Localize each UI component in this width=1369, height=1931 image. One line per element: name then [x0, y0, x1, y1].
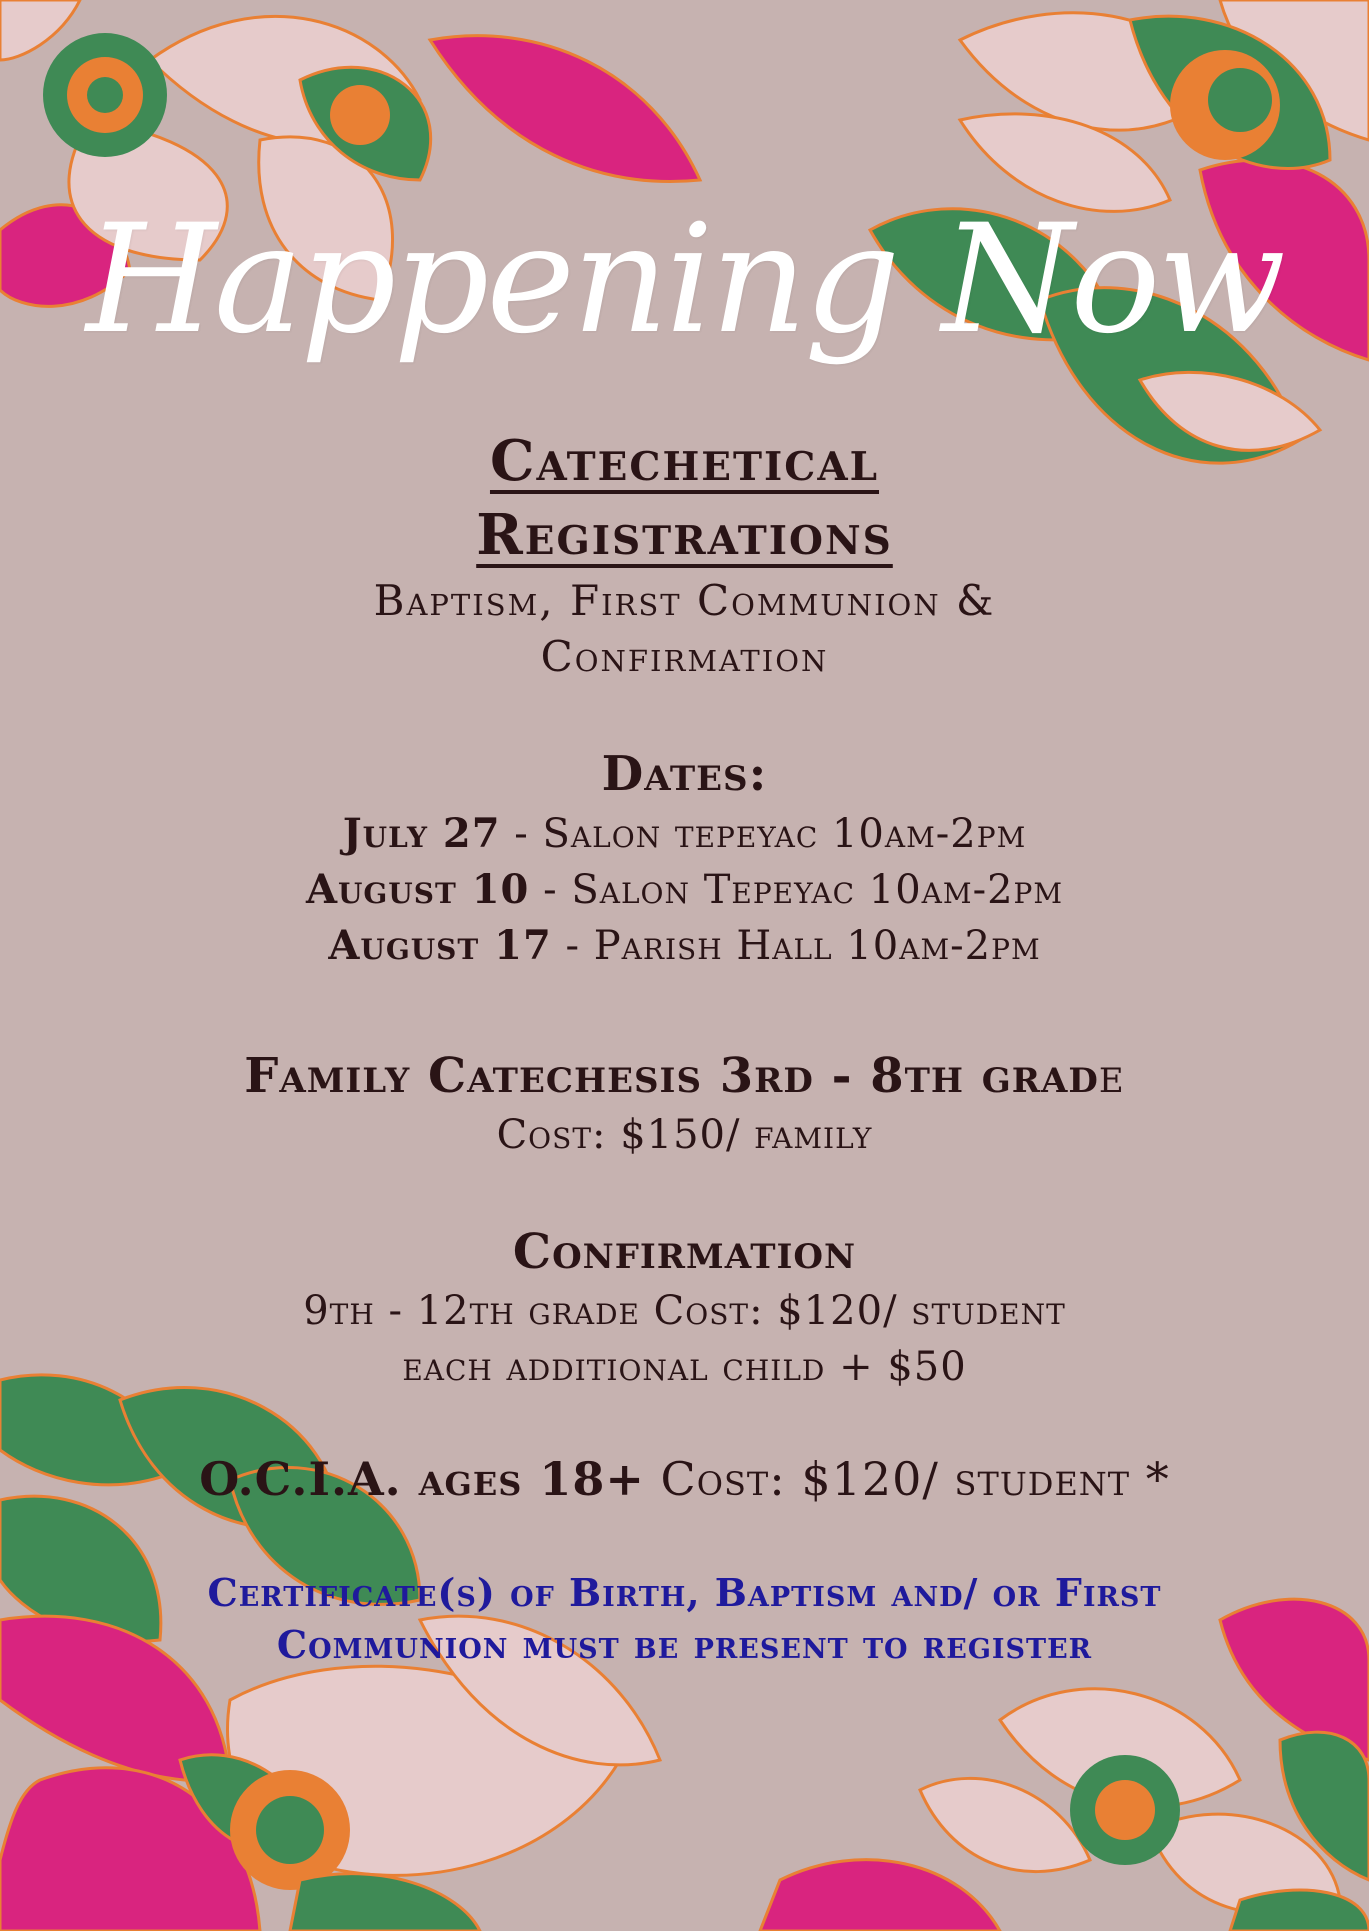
- dates-label: Dates:: [601, 746, 768, 802]
- confirmation-line-2: each additional child + $50: [402, 1344, 967, 1390]
- date-item: [0, 866, 1369, 913]
- date-value: August 17: [328, 922, 552, 969]
- date-value: July 27: [342, 810, 501, 857]
- date-detail: - Parish Hall 10am-2pm: [551, 923, 1041, 969]
- date-item: [0, 810, 1369, 857]
- ocia-cost: Cost: $120/ student *: [644, 1452, 1170, 1506]
- family-title-main: Family Catechesis 3rd - 8th grad: [244, 1048, 1099, 1104]
- date-detail: - Salon Tepeyac 10am-2pm: [529, 867, 1064, 913]
- page-title: Happening Now: [86, 193, 1283, 367]
- ocia-line: [0, 1452, 1369, 1506]
- ocia-label: O.C.I.A. ages 18+: [199, 1452, 645, 1506]
- family-catechesis-title: [0, 1048, 1369, 1104]
- date-value: August 10: [305, 866, 530, 913]
- heading-line-1: Catechetical: [489, 428, 880, 494]
- family-cost: Cost: $150/ family: [496, 1112, 873, 1158]
- notice-line-2: Communion must be present to register: [276, 1622, 1093, 1667]
- family-title-tail: e: [1098, 1048, 1125, 1104]
- confirmation-line-1: 9th - 12th grade Cost: $120/ student: [303, 1288, 1066, 1334]
- date-detail: - Salon tepeyac 10am-2pm: [500, 811, 1027, 857]
- notice-line-1: Certificate(s) of Birth, Baptism and/ or First: [207, 1570, 1162, 1615]
- subtitle-line-1: Baptism, First Communion &: [373, 576, 996, 625]
- confirmation-title: Confirmation: [512, 1224, 857, 1280]
- date-item: [0, 922, 1369, 969]
- subtitle-line-2: Confirmation: [540, 632, 829, 681]
- heading-line-2: Registrations: [476, 502, 893, 568]
